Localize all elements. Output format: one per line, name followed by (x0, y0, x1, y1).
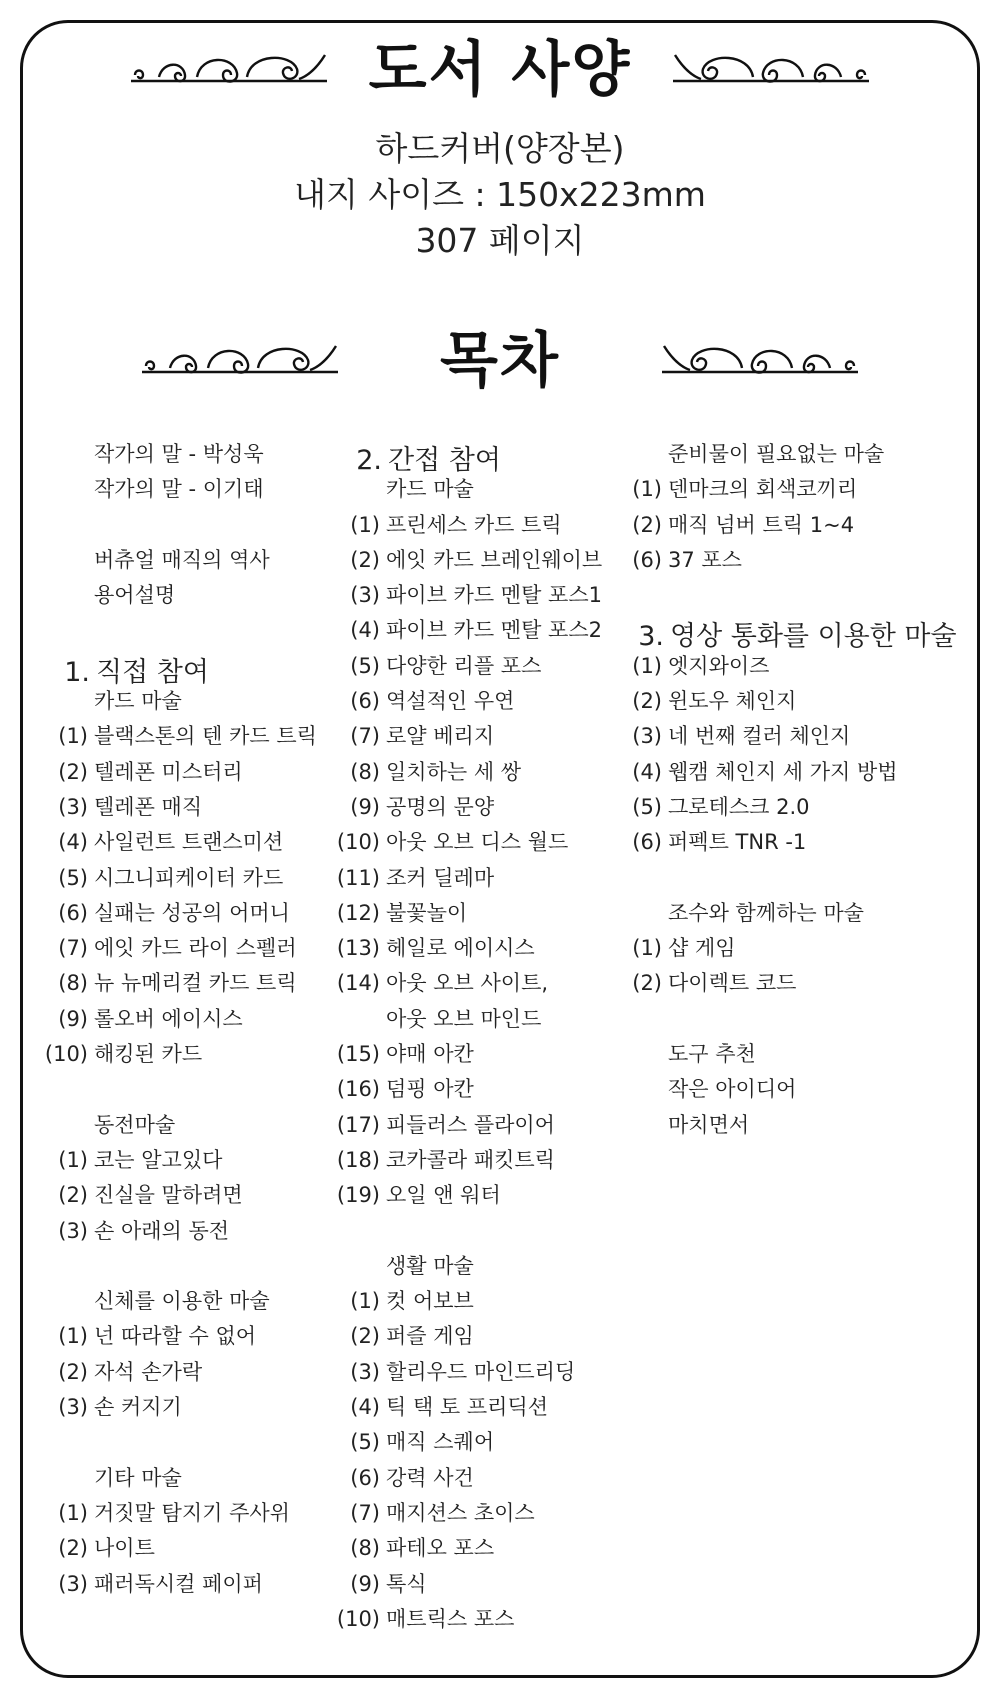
toc-item: (2) 자석 손가락 (58, 1359, 203, 1384)
toc-item: (10) 매트릭스 포스 (336, 1606, 515, 1631)
toc-item: (1) 덴마크의 회색코끼리 (632, 477, 858, 502)
scroll-ornament-left-icon (140, 336, 340, 376)
toc-item: (9) 톡식 (350, 1571, 427, 1596)
toc-item: (17) 피들러스 플라이어 (336, 1112, 555, 1137)
toc-item: (3) 손 커지기 (58, 1395, 182, 1420)
toc-item: (3) 손 아래의 동전 (58, 1218, 230, 1243)
toc-subsection: 기타 마술 (94, 1465, 182, 1490)
toc-subsection: 신체를 이용한 마술 (94, 1289, 270, 1314)
toc-item: 버츄얼 매직의 역사 (94, 547, 270, 572)
toc-item: (1) 엣지와이즈 (632, 653, 770, 678)
toc-item: (2) 윈도우 체인지 (632, 689, 797, 714)
toc-item: (1) 프린세스 카드 트릭 (350, 512, 562, 537)
toc-item: (2) 진실을 말하려면 (58, 1183, 243, 1208)
toc-item: (4) 파이브 카드 멘탈 포스2 (350, 618, 602, 643)
toc-item: 아웃 오브 마인드 (386, 1006, 542, 1031)
toc-item: (2) 매직 넘버 트릭 1~4 (632, 512, 855, 537)
toc-item: (2) 퍼즐 게임 (350, 1324, 474, 1349)
toc-item: (3) 텔레폰 매직 (58, 794, 203, 819)
toc-item: (13) 헤일로 에이시스 (336, 936, 535, 961)
toc-title: 목차 (440, 326, 560, 396)
toc-subsection: 준비물이 필요없는 마술 (668, 442, 885, 466)
toc-item: (9) 공명의 문양 (350, 794, 495, 819)
toc-item: (15) 야매 아칸 (336, 1042, 474, 1067)
toc-item: (5) 다양한 리플 포스 (350, 653, 542, 678)
toc-item: (6) 실패는 성공의 어머니 (58, 900, 290, 925)
toc-item: (10) 아웃 오브 디스 월드 (336, 830, 569, 855)
toc-item: (5) 그로테스크 2.0 (632, 794, 810, 819)
toc-item: (2) 나이트 (58, 1536, 155, 1561)
toc-item: (6) 역설적인 우연 (350, 689, 515, 714)
spec-size: 내지 사이즈 : 150x223mm (294, 175, 706, 214)
toc-item: 작은 아이디어 (668, 1077, 797, 1102)
toc-item: (19) 오일 앤 워터 (336, 1183, 501, 1208)
scroll-ornament-right-icon (660, 336, 860, 376)
toc-section-heading: 3. 영상 통화를 이용한 마술 (638, 621, 957, 653)
toc-item: (5) 매직 스퀘어 (350, 1430, 495, 1455)
toc-section-heading: 1. 직접 참여 (64, 656, 209, 688)
toc-item: 용어설명 (94, 583, 176, 608)
toc-item: (2) 에잇 카드 브레인웨이브 (350, 547, 603, 572)
toc-item: (14) 아웃 오브 사이트, (336, 971, 549, 996)
toc-item: (7) 로얄 베리지 (350, 724, 495, 749)
toc-subsection: 동전마술 (94, 1112, 176, 1137)
toc-item: (16) 덤핑 아칸 (336, 1077, 474, 1102)
toc-item: (5) 시그니피케이터 카드 (58, 865, 284, 890)
toc-item: (4) 사일런트 트랜스미션 (58, 830, 284, 855)
toc-item: (7) 에잇 카드 라이 스펠러 (58, 936, 297, 961)
toc-item: (3) 할리우드 마인드리딩 (350, 1359, 576, 1384)
toc-column-3 (626, 438, 957, 1144)
toc-item: 도구 추천 (668, 1042, 756, 1067)
scroll-ornament-right-icon (671, 45, 871, 85)
toc-item: (3) 네 번째 컬러 체인지 (632, 724, 851, 749)
toc-subsection: 카드 마술 (94, 689, 182, 714)
toc-subsection: 조수와 함께하는 마술 (668, 900, 864, 925)
toc-item: (3) 파이브 카드 멘탈 포스1 (350, 583, 602, 608)
toc-item: (18) 코카콜라 패킷트릭 (336, 1147, 555, 1172)
toc-item: (2) 다이렉트 코드 (632, 971, 797, 996)
toc-item: (6) 퍼펙트 TNR -1 (632, 830, 807, 855)
toc-item: 작가의 말 - 박성욱 (94, 442, 264, 466)
toc-item: (7) 매지션스 초이스 (350, 1500, 535, 1525)
toc-column-2 (326, 438, 602, 1638)
toc-heading (0, 318, 1000, 394)
toc-item: (3) 패러독시컬 페이퍼 (58, 1571, 263, 1596)
toc-item: (1) 거짓말 탐지기 주사위 (58, 1500, 290, 1525)
toc-item: (1) 넌 따라할 수 없어 (58, 1324, 257, 1349)
toc-item: (1) 컷 어보브 (350, 1289, 474, 1314)
toc-item: 작가의 말 - 이기태 (94, 477, 264, 502)
toc-item: (8) 파테오 포스 (350, 1536, 495, 1561)
toc-item: (6) 강력 사건 (350, 1465, 474, 1490)
scroll-ornament-left-icon (129, 45, 329, 85)
toc-item: (8) 일치하는 세 쌍 (350, 759, 522, 784)
toc-item: 마치면서 (668, 1112, 750, 1137)
toc-subsection: 생활 마술 (386, 1253, 474, 1278)
toc-column-1 (44, 438, 317, 1603)
spec-heading (0, 30, 1000, 105)
toc-item: (1) 샵 게임 (632, 936, 736, 961)
toc-item: (9) 롤오버 에이시스 (58, 1006, 243, 1031)
toc-item: (8) 뉴 뉴메리컬 카드 트릭 (58, 971, 297, 996)
toc-item: (4) 웹캠 체인지 세 가지 방법 (632, 759, 898, 784)
toc-item: (4) 틱 택 토 프리딕션 (350, 1395, 549, 1420)
toc-item: (11) 조커 딜레마 (336, 865, 495, 890)
spec-binding: 하드커버(양장본) (375, 129, 625, 168)
toc-item: (10) 해킹된 카드 (44, 1042, 203, 1067)
spec-title: 도서 사양 (368, 35, 632, 105)
spec-lines (0, 126, 1000, 264)
toc-item: (1) 블랙스톤의 텐 카드 트릭 (58, 724, 317, 749)
toc-item: (2) 텔레폰 미스터리 (58, 759, 243, 784)
toc-section-heading: 2. 간접 참여 (356, 445, 501, 476)
toc-subsection: 카드 마술 (386, 477, 474, 502)
toc-item: (1) 코는 알고있다 (58, 1147, 223, 1172)
toc-item: (12) 불꽃놀이 (336, 900, 468, 925)
spec-pages: 307 페이지 (415, 221, 585, 260)
toc-item: (6) 37 포스 (632, 547, 742, 572)
